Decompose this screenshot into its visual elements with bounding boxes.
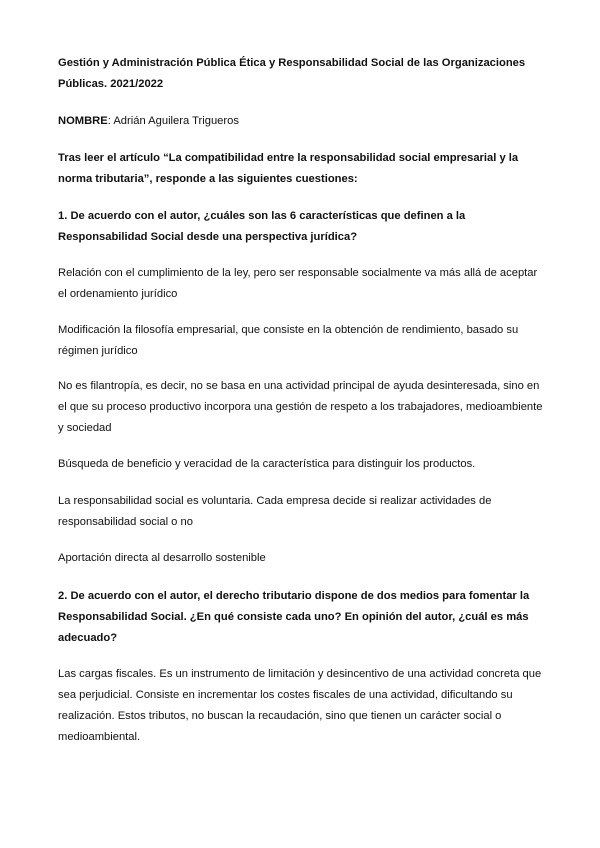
answer-1-5: La responsabilidad social es voluntaria. Cada empresa decide si realizar actividades de responsabilidad social o no [58, 495, 492, 528]
student-name: : Adrián Aguilera Trigueros [107, 115, 239, 127]
answer-1-1: Relación con el cumplimiento de la ley, pero ser responsable socialmente va más allá de aceptar el ordenamiento jurídico [58, 267, 538, 300]
question-2: 2. De acuerdo con el autor, el derecho tributario dispone de dos medios para fomentar la Responsabilidad Social. ¿En qué consiste cada uno? En opinión del autor, ¿cuál es más adecuado? [58, 590, 530, 644]
course-title: Gestión y Administración Pública Ética y Responsabilidad Social de las Organizaciones Públicas. 2021/2022 [58, 57, 526, 90]
answer-1-3: No es filantropía, es decir, no se basa en una actividad principal de ayuda desinteresada, sino en el que su proceso productivo incorpora una gestión de respeto a los trabajadores, medioambiente y sociedad [58, 380, 543, 434]
intro-text: Tras leer el artículo “La compatibilidad entre la responsabilidad social empresarial y la norma tributaria”, responde a las siguientes cuestiones: [58, 152, 519, 185]
answer-2-1: Las cargas fiscales. Es un instrumento de limitación y desincentivo de una actividad concreta que sea perjudicial. Consiste en incrementar los costes fiscales de una actividad, dificultando su realización. Estos tributos, no buscan la recaudación, sino que tienen un carácter social o medioambiental. [58, 668, 542, 743]
student-name-label: NOMBRE [58, 115, 108, 127]
answer-1-6: Aportación directa al desarrollo sostenible [58, 552, 266, 564]
answer-1-4: Búsqueda de beneficio y veracidad de la característica para distinguir los productos. [58, 458, 476, 470]
student-line [58, 111, 544, 132]
question-1: 1. De acuerdo con el autor, ¿cuáles son las 6 características que definen a la Responsabilidad Social desde una perspectiva jurídica? [58, 210, 466, 243]
answer-1-2: Modificación la filosofía empresarial, que consiste en la obtención de rendimiento, basado su régimen jurídico [58, 324, 519, 357]
